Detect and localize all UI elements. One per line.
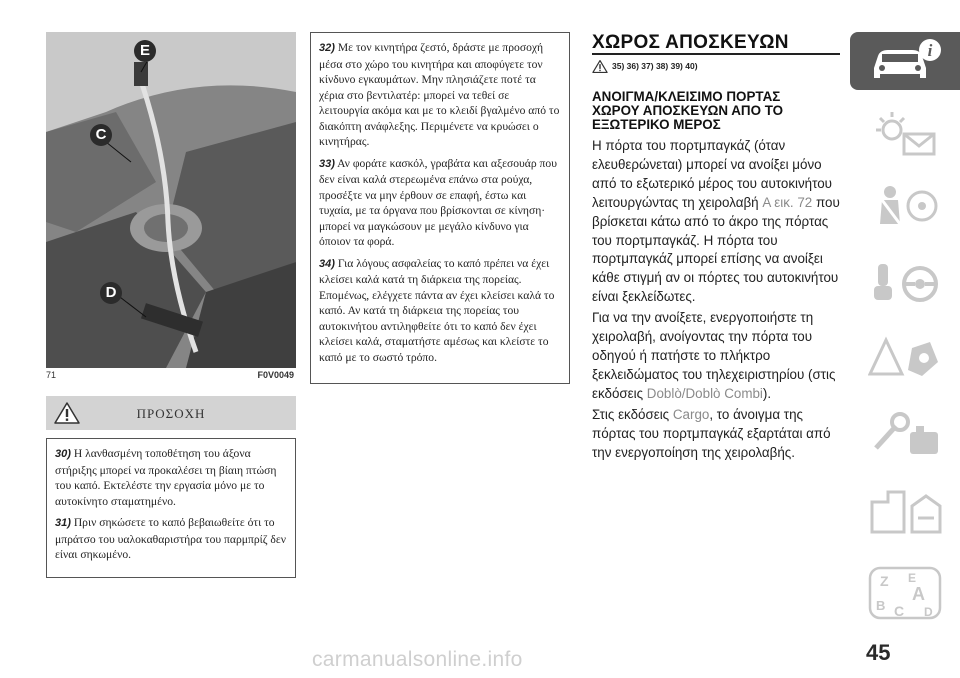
- text: Η πόρτα του πορτμπαγκάζ (όταν ελευθερώνεται) μπορεί να ανοίξει μόνο από το εξωτερικό μέρος του αυτοκινήτου λειτουργώντας τη χειρολαβή: [592, 138, 833, 210]
- chapter-sidebar: [850, 32, 960, 678]
- callout-E: E: [134, 40, 156, 62]
- tab-warning-lights[interactable]: [850, 104, 960, 162]
- warning-references: [592, 60, 698, 73]
- figure-caption: [46, 368, 296, 384]
- text: Στις εκδόσεις: [592, 406, 673, 422]
- subtitle-line: ΕΞΩΤΕΡΙΚΟ ΜΕΡΟΣ: [592, 117, 721, 132]
- figure-number: 71: [46, 370, 57, 380]
- note-32: [319, 40, 561, 150]
- body-text: [592, 137, 844, 464]
- warning-box-left: [46, 438, 296, 578]
- note-text: Με τον κινητήρα ζεστό, δράστε με προσοχή μέσα στο χώρο του κινητήρα και αποφύγετε τον κίνδυνο εγκαυμάτων. Μην πλησιάζετε ποτέ τα χέρια στο βεντιλατέρ: μπορεί να τεθεί σε λειτουργία ακόμα και με το κλειδί βγαλμένο από το διακόπτη ανάφλεξης. Περιμένετε να κρυώσει ο κινητήρας.: [319, 41, 560, 148]
- seatbelt-airbag-icon: [868, 184, 946, 232]
- text: , το άνοιγμα της πόρτας του πορτμπαγκάζ εξαρτάται από την ενεργοποίηση της χειρολαβής.: [592, 406, 831, 460]
- version-reference: Doblò/Doblò Combi: [646, 385, 763, 401]
- tab-index[interactable]: [850, 560, 960, 618]
- text: ).: [762, 385, 772, 401]
- tab-technical-data[interactable]: [850, 482, 960, 540]
- paragraph-3: [592, 406, 844, 463]
- note-number: 30): [55, 448, 71, 460]
- info-glyph: i: [927, 41, 933, 60]
- note-text: Για λόγους ασφαλείας το καπό πρέπει να έχει κλείσει καλά κατά τη διάρκεια της πορείας. Επομένως, ελέγχετε πάντα αν έχει κλείσει καλά το καπό. Αν κατά τη διάρκεια της πορείας του αυτοκινήτου αντιληφθείτε ότι το καπό δεν έχει κλείσει καλά, σταματήστε αμέσως και κλείστε το καπό με το σωστό τρόπο.: [319, 256, 555, 364]
- section-title: ΧΩΡΟΣ ΑΠΟΣΚΕΥΩΝ: [592, 32, 789, 53]
- tab-maintenance[interactable]: [850, 406, 960, 464]
- svg-text:C: C: [894, 603, 905, 619]
- reference-list: 35) 36) 37) 38) 39) 40): [612, 60, 698, 71]
- subtitle-line: ΑΝΟΙΓΜΑ/ΚΛΕΙΣΙΜΟ ΠΟΡΤΑΣ: [592, 89, 781, 104]
- watermark: carmanualsonline.info: [312, 648, 523, 671]
- emergency-triangle-icon: [868, 336, 946, 384]
- warning-header: [46, 396, 296, 430]
- note-number: 31): [55, 517, 71, 529]
- technical-data-icon: [868, 488, 946, 536]
- figure-code: F0V0049: [257, 370, 294, 380]
- engine-bay-photo: [46, 32, 296, 368]
- note-text: Πριν σηκώσετε το καπό βεβαιωθείτε ότι το μπράτσο του υαλοκαθαριστήρα του παρμπρίζ δεν είναι σηκωμένο.: [55, 516, 286, 561]
- tab-emergency[interactable]: [850, 330, 960, 388]
- page-number: 45: [866, 640, 891, 665]
- text: Για να την ανοίξετε, ενεργοποιήστε τη χειρολαβή, ανοίγοντας την πόρτα του οδηγού ή πατήστε το πλήκτρο ξεκλειδώματος του τηλεχειριστηρίου (στις εκδόσεις: [592, 310, 836, 401]
- svg-text:A: A: [912, 584, 925, 604]
- svg-text:E: E: [908, 571, 917, 585]
- note-33: [319, 156, 561, 250]
- subsection-title: [592, 90, 842, 132]
- key-steering-icon: [868, 260, 946, 308]
- note-34: [319, 256, 561, 366]
- paragraph-2: [592, 309, 844, 404]
- tab-starting-driving[interactable]: [850, 254, 960, 312]
- svg-text:D: D: [924, 605, 933, 619]
- warning-title: ΠΡΟΣΟΧΗ: [136, 406, 206, 421]
- alphabetical-index-icon: [868, 566, 946, 622]
- svg-text:B: B: [876, 598, 886, 613]
- warning-box-middle: [310, 32, 570, 384]
- note-number: 33): [319, 157, 335, 170]
- figure-reference: A εικ. 72: [762, 194, 813, 210]
- section-divider: [592, 53, 840, 55]
- warning-icon: [592, 60, 608, 73]
- tab-safety[interactable]: [850, 178, 960, 236]
- note-31: [55, 515, 287, 563]
- text: που βρίσκεται κάτω από το άκρο της πόρτας του πορτμπαγκάζ. Η πόρτα του πορτμπαγκάζ μπορεί επίσης να ανοίξει κάθε στιγμή αν οι πόρτες του αυτοκινήτου είναι ξεκλείδωτες.: [592, 194, 840, 305]
- callout-C: C: [90, 124, 112, 146]
- note-text: Η λανθασμένη τοποθέτηση του άξονα στήριξης μπορεί να προκαλέσει τη βίαιη πτώση του καπό. Εκτελέστε την εργασία μόνο με το αυτοκίνητο σταματημένο.: [55, 447, 277, 508]
- version-reference: Cargo: [672, 406, 710, 422]
- svg-text:Z: Z: [880, 573, 889, 589]
- note-number: 34): [319, 257, 335, 270]
- warning-light-message-icon: [868, 110, 946, 158]
- note-text: Αν φοράτε κασκόλ, γραβάτα και αξεσουάρ που δεν είναι καλά στερεωμένα επάνω στα ρούχα, προσέξτε να μην έρθουν σε επαφή, έστω και τυχαία, με τα όργανα που βρίσκονται σε κίνηση· μπορεί να μαγκώσουν με μεγάλο κίνδυνο για όποιον τα φορά.: [319, 156, 557, 248]
- note-30: [55, 446, 287, 509]
- tab-knowing-your-car[interactable]: [850, 32, 960, 90]
- maintenance-icon: [868, 412, 946, 460]
- paragraph-1: [592, 137, 844, 307]
- callout-D: D: [100, 282, 122, 304]
- note-number: 32): [319, 42, 335, 54]
- subtitle-line: ΧΩΡΟΥ ΑΠΟΣΚΕΥΩΝ ΑΠΟ ΤΟ: [592, 103, 784, 118]
- car-info-icon: [868, 38, 946, 86]
